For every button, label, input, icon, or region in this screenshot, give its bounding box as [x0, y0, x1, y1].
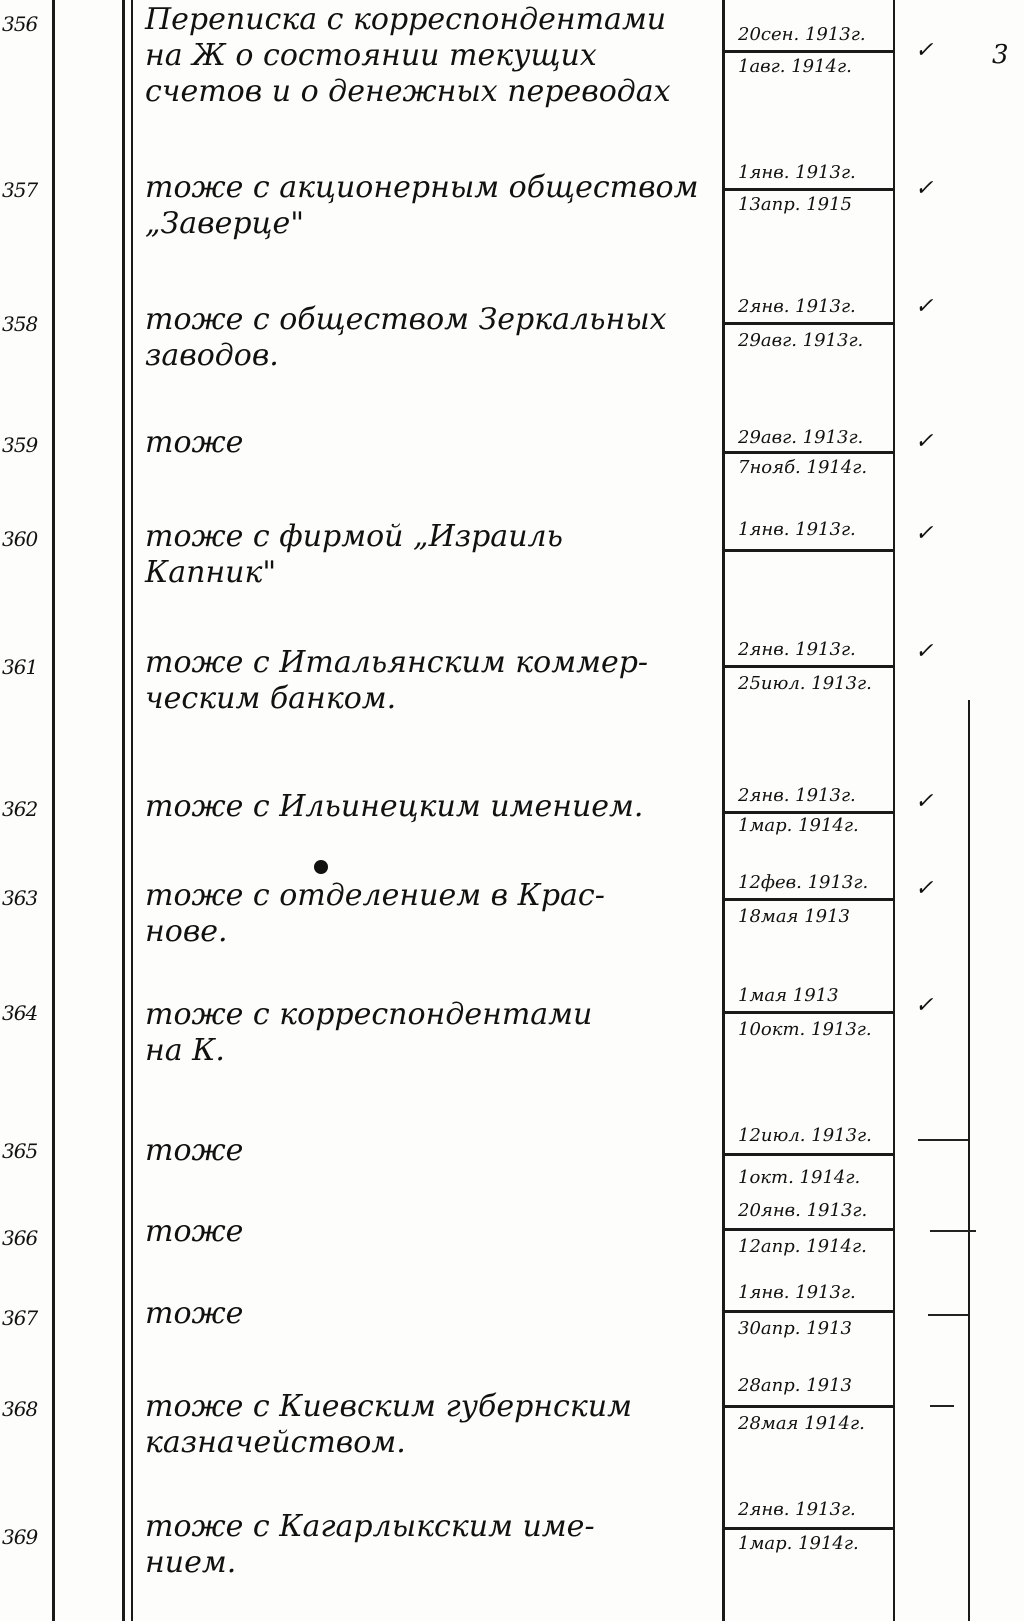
row-number: 359: [2, 433, 38, 457]
check-mark: ✓: [915, 294, 934, 319]
row-number: 362: [2, 797, 38, 821]
margin-dash: [918, 1139, 968, 1141]
row-date-end: 18мая 1913: [738, 906, 851, 927]
row-date-end: 1авг. 1914г.: [738, 56, 852, 77]
margin-note: 3: [992, 40, 1009, 70]
date-divider: [725, 665, 893, 668]
row-description: тоже с корреспондентами на К.: [145, 997, 593, 1068]
row-description: тоже с отделением в Крас- нове.: [145, 878, 605, 949]
row-number: 357: [2, 178, 38, 202]
check-mark: ✓: [915, 993, 934, 1018]
date-divider: [725, 898, 893, 901]
date-divider: [725, 1310, 893, 1313]
margin-dash: [930, 1230, 976, 1232]
column-rule-description-inner: [131, 0, 133, 1621]
check-mark: ✓: [915, 176, 934, 201]
row-number: 368: [2, 1397, 38, 1421]
row-date-start: 2янв. 1913г.: [738, 1499, 856, 1520]
row-date-end: 25июл. 1913г.: [738, 673, 872, 694]
row-date-start: 29авг. 1913г.: [738, 427, 864, 448]
row-date-end: 1мар. 1914г.: [738, 1533, 859, 1554]
row-description: тоже: [145, 1133, 244, 1168]
row-date-end: 1окт. 1914г.: [738, 1167, 861, 1188]
date-divider: [725, 1153, 893, 1156]
date-divider: [725, 1405, 893, 1408]
row-date-start: 2янв. 1913г.: [738, 639, 856, 660]
date-divider: [725, 322, 893, 325]
row-number: 367: [2, 1306, 38, 1330]
row-description: тоже с Итальянским коммер- ческим банком.: [145, 645, 649, 716]
row-description: тоже с Ильинецким имением.: [145, 789, 644, 824]
row-date-start: 1мая 1913: [738, 985, 839, 1006]
row-number: 360: [2, 527, 38, 551]
row-date-end: 28мая 1914г.: [738, 1413, 865, 1434]
margin-dash: [928, 1314, 968, 1316]
check-mark: ✓: [915, 38, 934, 63]
row-number: 365: [2, 1139, 38, 1163]
row-date-start: 20сен. 1913г.: [738, 24, 866, 45]
row-date-end: 13апр. 1915: [738, 194, 853, 215]
check-mark: ✓: [915, 429, 934, 454]
row-date-start: 28апр. 1913: [738, 1375, 853, 1396]
column-rule-description: [122, 0, 125, 1621]
row-date-end: 29авг. 1913г.: [738, 330, 864, 351]
check-mark: ✓: [915, 789, 934, 814]
row-number: 363: [2, 886, 38, 910]
row-date-end: 10окт. 1913г.: [738, 1019, 872, 1040]
date-divider: [725, 1228, 893, 1231]
row-number: 366: [2, 1226, 38, 1250]
column-rule-dates-right: [893, 0, 895, 1621]
row-description: тоже с акционерным обществом „Заверце": [145, 170, 699, 241]
row-description: тоже с Киевским губернским казначейством.: [145, 1389, 632, 1460]
date-divider: [725, 811, 893, 814]
row-number: 369: [2, 1525, 38, 1549]
date-divider: [725, 1527, 893, 1530]
row-description: тоже: [145, 425, 244, 460]
date-divider: [725, 1011, 893, 1014]
row-description: тоже: [145, 1296, 244, 1331]
row-date-end: 7нояб. 1914г.: [738, 457, 868, 478]
ink-dot: [314, 860, 328, 874]
row-description: Переписка с корреспондентами на Ж о состоянии текущих счетов и о денежных переводах: [145, 2, 671, 109]
date-divider: [725, 549, 893, 552]
row-date-start: 2янв. 1913г.: [738, 296, 856, 317]
row-number: 361: [2, 655, 38, 679]
row-description: тоже с фирмой „Израиль Капник": [145, 519, 563, 590]
row-date-end: 1мар. 1914г.: [738, 815, 859, 836]
row-date-start: 12июл. 1913г.: [738, 1125, 872, 1146]
date-divider: [725, 188, 893, 191]
row-description: тоже: [145, 1214, 244, 1249]
column-rule-notes: [968, 700, 970, 1621]
row-date-start: 1янв. 1913г.: [738, 1282, 856, 1303]
check-mark: ✓: [915, 876, 934, 901]
row-description: тоже с Кагарлыкским име- нием.: [145, 1509, 595, 1580]
row-number: 364: [2, 1001, 38, 1025]
row-date-start: 2янв. 1913г.: [738, 785, 856, 806]
row-date-start: 12фев. 1913г.: [738, 872, 869, 893]
row-date-start: 20янв. 1913г.: [738, 1200, 868, 1221]
check-mark: ✓: [915, 639, 934, 664]
date-divider: [725, 50, 893, 53]
row-description: тоже с обществом Зеркальных заводов.: [145, 302, 667, 373]
check-mark: ✓: [915, 521, 934, 546]
row-date-end: 30апр. 1913: [738, 1318, 853, 1339]
margin-dash: [930, 1405, 954, 1407]
row-number: 356: [2, 12, 38, 36]
row-date-end: 12апр. 1914г.: [738, 1236, 867, 1257]
date-divider: [725, 451, 893, 454]
row-number: 358: [2, 312, 38, 336]
row-date-start: 1янв. 1913г.: [738, 162, 856, 183]
row-date-start: 1янв. 1913г.: [738, 519, 856, 540]
